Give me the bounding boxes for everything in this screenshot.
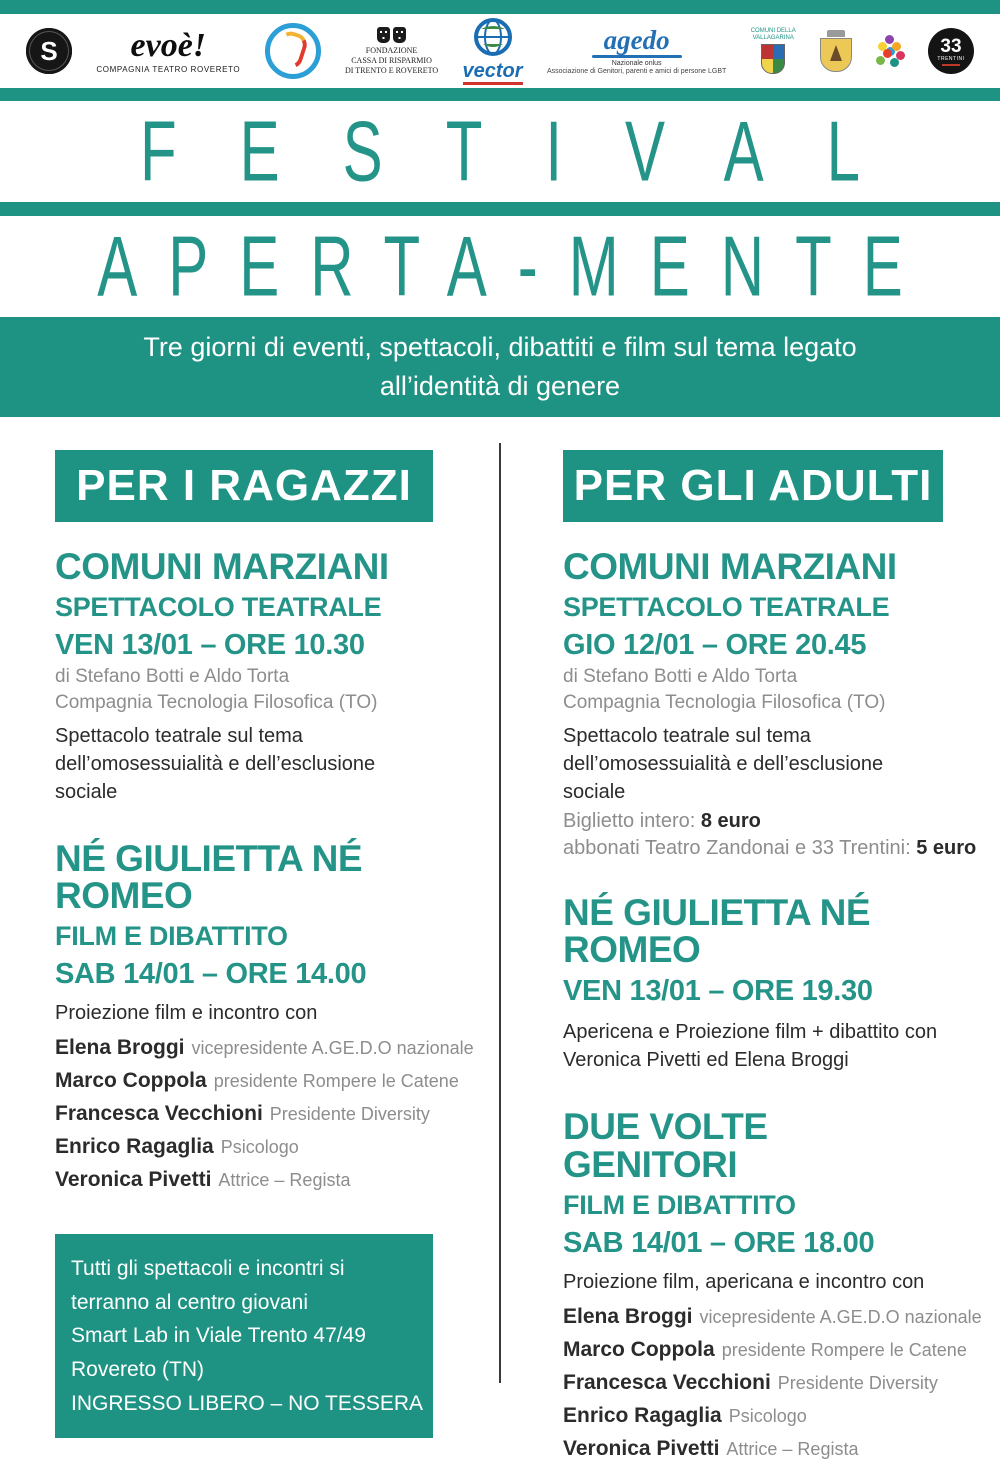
- globe-icon: [473, 17, 513, 57]
- s-circle-logo: [26, 28, 72, 74]
- speaker-row: Enrico Ragaglia Psicologo: [563, 1403, 807, 1427]
- event-description: Spettacolo teatrale sul tema dell’omosessuialità e dell’esclusione sociale: [563, 724, 884, 803]
- tree-shield-icon: [820, 38, 852, 72]
- event-kind: SPETTACOLO TEATRALE: [55, 591, 382, 622]
- theatre-masks-icon: [377, 27, 406, 43]
- event-datetime: GIO 12/01 – ORE 20.45: [563, 628, 867, 661]
- column-divider: [499, 443, 501, 1383]
- event-credit: Compagnia Tecnologia Filosofica (TO): [55, 691, 378, 713]
- crown-icon: [827, 30, 845, 37]
- sponsor-logo-strip: [0, 14, 1000, 88]
- rovereto-crest-logo: [820, 30, 852, 72]
- event-intro: Proiezione film, apericana e incontro con: [563, 1270, 925, 1293]
- event-ne-giulietta: [55, 837, 474, 1192]
- speaker-row: Marco Coppola presidente Rompere le Catene: [563, 1337, 967, 1361]
- event-description: Spettacolo teatrale sul tema dell’omosessuialità e dell’esclusione sociale: [55, 724, 376, 803]
- teal-bar: [0, 202, 1000, 216]
- speaker-row: Francesca Vecchioni Presidente Diversity: [55, 1102, 430, 1126]
- teal-bar: [0, 88, 1000, 101]
- speaker-row: Veronica Pivetti Attrice – Regista: [55, 1168, 351, 1192]
- event-datetime: SAB 14/01 – ORE 18.00: [563, 1226, 875, 1259]
- event-datetime: VEN 13/01 – ORE 10.30: [55, 628, 365, 661]
- event-title: COMUNI MARZIANI: [563, 546, 897, 587]
- subtitle-banner: [0, 317, 1000, 417]
- event-datetime: SAB 14/01 – ORE 14.00: [55, 958, 367, 991]
- event-credit: di Stefano Botti e Aldo Torta: [563, 665, 798, 687]
- venue-info-box: Tutti gli spettacoli e incontri si terranno al centro giovani Smart Lab in Viale Trento 47/49 Rovereto (TN) INGRESSO LIBERO – NO TESSERA: [55, 1234, 433, 1438]
- agedo-swoosh: [592, 55, 682, 58]
- event-title: NÉ GIULIETTA NÉ ROMEO: [563, 891, 870, 971]
- event-intro: Veronica Pivetti ed Elena Broggi: [563, 1049, 849, 1072]
- speaker-row: Marco Coppola presidente Rompere le Catene: [55, 1069, 459, 1093]
- fondazione-caritro-logo: FONDAZIONE CASSA DI RISPARMIO DI TRENTO E ROVERETO: [345, 27, 438, 76]
- event-credit: di Stefano Botti e Aldo Torta: [55, 665, 290, 687]
- evoe-teatro-logo: evoè! COMPAGNIA TEATRO ROVERETO: [96, 26, 241, 74]
- event-comuni-marziani: [55, 548, 433, 806]
- ticket-price-full: Biglietto intero: 8 euro: [563, 809, 761, 832]
- event-title: DUE VOLTE GENITORI: [563, 1106, 768, 1185]
- subtitle-line2: all’identità di genere: [379, 371, 621, 401]
- column-adulti: [563, 450, 982, 1461]
- apertamente-title: APERTA-MENTE: [97, 218, 934, 315]
- flower-cluster-icon: [883, 49, 892, 58]
- adulti-header: PER GLI ADULTI: [563, 450, 943, 522]
- speaker-row: Veronica Pivetti Attrice – Regista: [563, 1436, 859, 1460]
- vector-logo: vector: [463, 17, 523, 85]
- s-circle-icon: S: [26, 28, 72, 74]
- event-credit: Compagnia Tecnologia Filosofica (TO): [563, 691, 886, 713]
- agedo-logo: agedo Nazionale onlus Associazione di Genitori, parenti e amici di persone LGBT: [546, 25, 727, 75]
- event-kind: FILM E DIBATTITO: [55, 921, 288, 952]
- speaker-row: Francesca Vecchioni Presidente Diversity: [563, 1370, 938, 1394]
- festival-title: FESTIVAL: [140, 103, 923, 200]
- festival-title-band: [0, 101, 1000, 202]
- event-due-volte-genitori: [563, 1106, 982, 1460]
- speaker-row: Elena Broggi vicepresidente A.GE.D.O nazionale: [563, 1304, 982, 1328]
- event-ne-giulietta: [563, 891, 943, 1074]
- event-datetime: VEN 13/01 – ORE 19.30: [563, 975, 873, 1008]
- event-title: NÉ GIULIETTA NÉ ROMEO: [55, 837, 362, 917]
- event-title: COMUNI MARZIANI: [55, 546, 389, 587]
- vallagarina-crest-logo: COMUNI DELLA VALLAGARINA: [751, 28, 796, 74]
- flower-cluster-logo: [877, 35, 904, 68]
- subtitle-line1: Tre giorni di eventi, spettacoli, dibattiti e film sul tema legato: [143, 331, 857, 362]
- event-comuni-marziani: [563, 546, 977, 860]
- vallagarina-shield-icon: [761, 44, 785, 74]
- column-ragazzi: [55, 450, 474, 1438]
- ragazzi-header: PER I RAGAZZI: [55, 450, 433, 522]
- event-intro: Apericena e Proiezione film + dibattito con: [563, 1021, 938, 1044]
- ticket-price-reduced: abbonati Teatro Zandonai e 33 Trentini: 5 euro: [563, 836, 977, 859]
- rainbow-circle-logo: [265, 23, 321, 79]
- apertamente-title-band: [0, 216, 1000, 317]
- speaker-row: Elena Broggi vicepresidente A.GE.D.O nazionale: [55, 1036, 474, 1060]
- top-teal-bar: [0, 0, 1000, 14]
- event-kind: SPETTACOLO TEATRALE: [563, 591, 890, 622]
- rainbow-ring-icon: [265, 23, 321, 79]
- event-intro: Proiezione film e incontro con: [55, 1002, 318, 1025]
- event-kind: FILM E DIBATTITO: [563, 1189, 796, 1220]
- trentini33-logo: 33 TRENTINI: [928, 28, 974, 74]
- speaker-row: Enrico Ragaglia Psicologo: [55, 1135, 299, 1159]
